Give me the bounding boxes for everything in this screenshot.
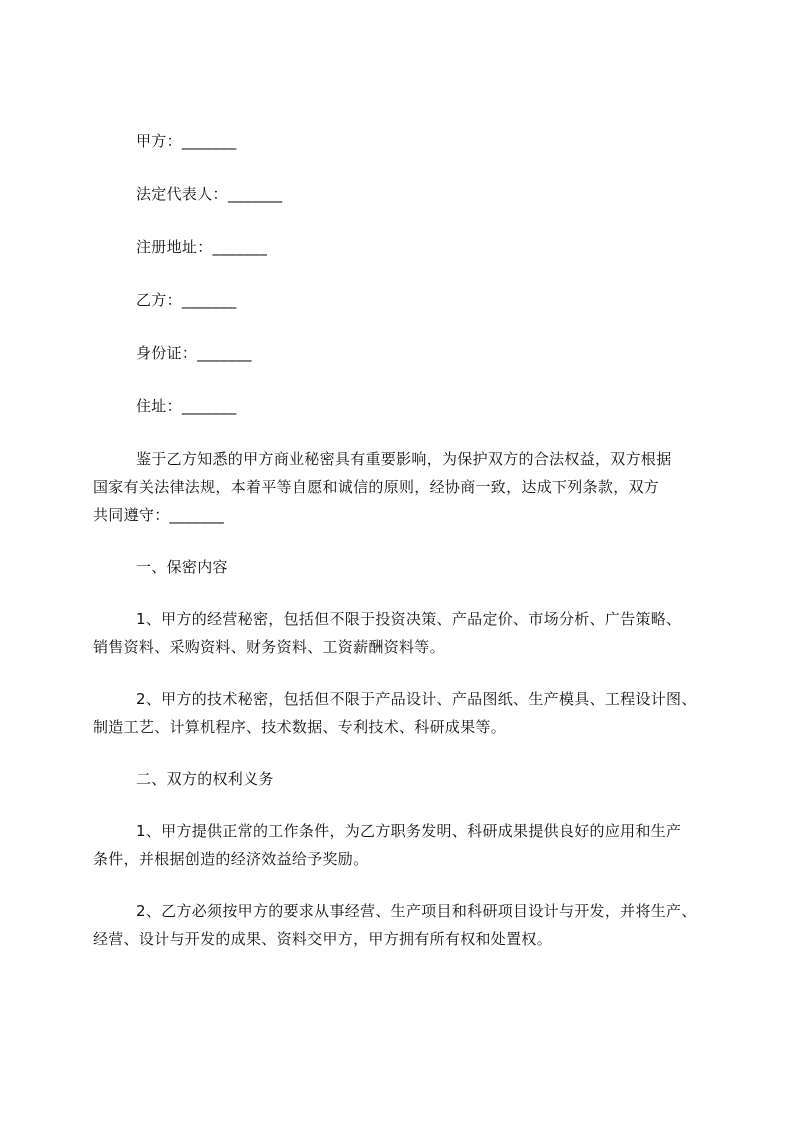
party-a-field bbox=[136, 131, 237, 151]
section-1-item-1-line-2: 销售资料、采购资料、财务资料、工资薪酬资料等。 bbox=[93, 638, 445, 656]
section-2-item-1-line-1: 1、甲方提供正常的工作条件，为乙方职务发明、科研成果提供良好的应用和生产 bbox=[136, 822, 682, 840]
section-1-title: 一、保密内容 bbox=[136, 558, 228, 576]
section-2-item-1-line-2: 条件，并根据创造的经济效益给予奖励。 bbox=[93, 850, 369, 868]
registered-address-label: 注册地址： bbox=[136, 238, 213, 256]
registered-address-field bbox=[136, 237, 267, 257]
legal-representative-blank: _______ bbox=[227, 185, 283, 203]
party-a-blank: _______ bbox=[181, 132, 237, 150]
address-label: 住址： bbox=[136, 397, 182, 415]
preamble-line-2: 国家有关法律法规，本着平等自愿和诚信的原则，经协商一致，达成下列条款，双方 bbox=[93, 478, 660, 496]
section-2-item-2-line-1: 2、乙方必须按甲方的要求从事经营、生产项目和科研项目设计与开发，并将生产、 bbox=[136, 902, 697, 920]
address-blank: _______ bbox=[181, 397, 237, 415]
preamble-line-1: 鉴于乙方知悉的甲方商业秘密具有重要影响，为保护双方的合法权益，双方根据 bbox=[136, 450, 672, 468]
id-card-blank: _______ bbox=[197, 344, 252, 362]
legal-representative-label: 法定代表人： bbox=[136, 185, 228, 203]
address-field bbox=[136, 396, 237, 416]
section-2-title: 二、双方的权利义务 bbox=[136, 770, 274, 788]
section-1-item-2-line-1: 2、甲方的技术秘密，包括但不限于产品设计、产品图纸、生产模具、工程设计图、 bbox=[136, 690, 697, 708]
legal-representative-field bbox=[136, 184, 282, 204]
party-a-label: 甲方： bbox=[136, 132, 182, 150]
section-1-item-2-line-2: 制造工艺、计算机程序、技术数据、专利技术、科研成果等。 bbox=[93, 718, 507, 736]
party-b-blank: _______ bbox=[181, 291, 237, 309]
registered-address-blank: _______ bbox=[212, 238, 268, 256]
id-card-field bbox=[136, 343, 252, 363]
preamble-line-3: 共同遵守：_______ bbox=[93, 506, 225, 524]
section-2-item-2-line-2: 经营、设计与开发的成果、资料交甲方，甲方拥有所有权和处置权。 bbox=[93, 930, 553, 948]
section-1-item-1-line-1: 1、甲方的经营秘密，包括但不限于投资决策、产品定价、市场分析、广告策略、 bbox=[136, 610, 682, 628]
party-b-label: 乙方： bbox=[136, 291, 182, 309]
id-card-label: 身份证： bbox=[136, 344, 198, 362]
party-b-field bbox=[136, 290, 237, 310]
